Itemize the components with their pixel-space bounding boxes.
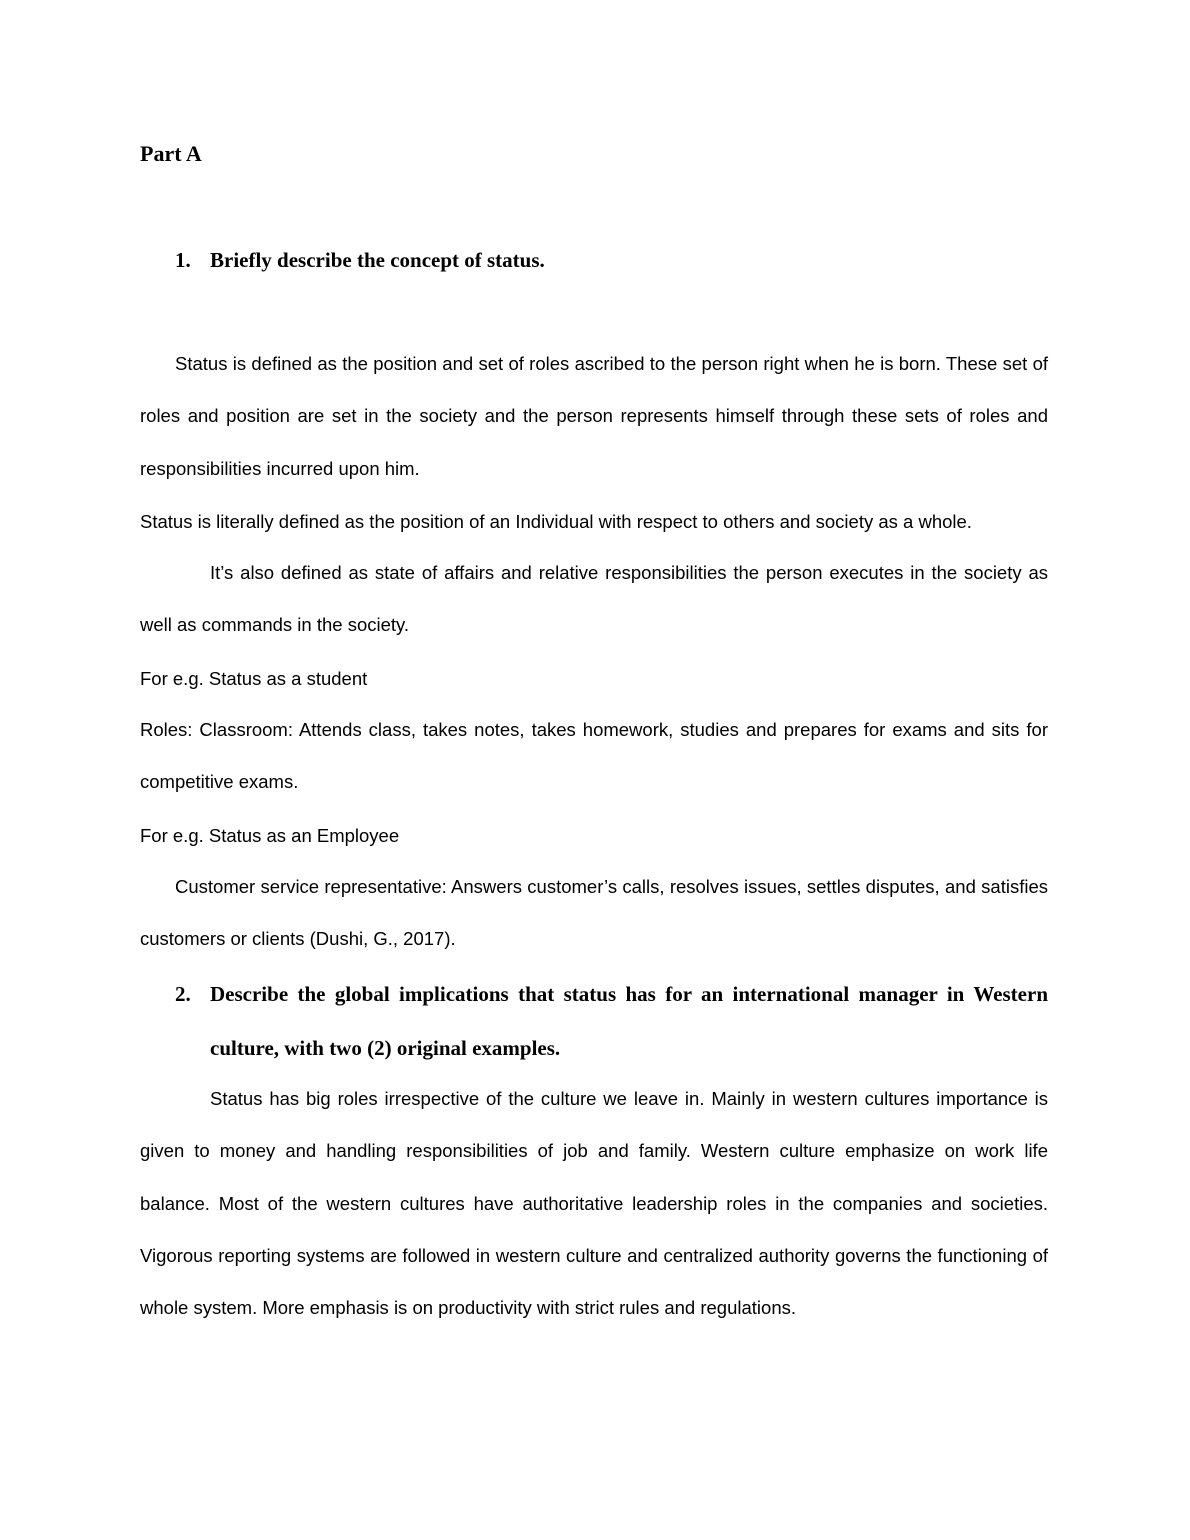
paragraph-example-student: For e.g. Status as a student [140,668,368,689]
paragraph-status-definition: Status is defined as the position and set of roles ascribed to the person right when he is born. These set of roles and position are set in the society and the person represents himself through these sets of roles and responsibilities incurred upon him. [140,353,1048,479]
paragraph-state-of-affairs: It’s also defined as state of affairs and relative responsibilities the person executes in the society as well as commands in the society. [140,562,1048,636]
part-title: Part A [140,141,202,166]
paragraph-student-roles: Roles: Classroom: Attends class, takes notes, takes homework, studies and prepares for exams and sits for competitive exams. [140,719,1048,793]
paragraph-status-literal: Status is literally defined as the position of an Individual with respect to others and society as a whole. [140,511,972,532]
question-2-heading: Describe the global implications that status has for an international manager in Western culture, with two (2) original examples. [210,982,1048,1060]
paragraph-western-culture: Status has big roles irrespective of the culture we leave in. Mainly in western cultures importance is given to money and handling responsibilities of job and family. Western culture emphasize on work life balance. Most of the western cultures have authoritative leadership roles in the companies and societies. Vigorous reporting systems are followed in western culture and centralized authority governs the functioning of whole system. More emphasis is on productivity with strict rules and regulations. [140,1088,1048,1319]
paragraph-customer-service: Customer service representative: Answers customer’s calls, resolves issues, settles disputes, and satisfies customers or clients (Dushi, G., 2017). [140,876,1048,950]
paragraph-example-employee: For e.g. Status as an Employee [140,825,400,846]
question-2-number: 2. [175,982,191,1006]
question-1-heading: Briefly describe the concept of status. [210,248,545,272]
question-1-number: 1. [175,248,191,272]
